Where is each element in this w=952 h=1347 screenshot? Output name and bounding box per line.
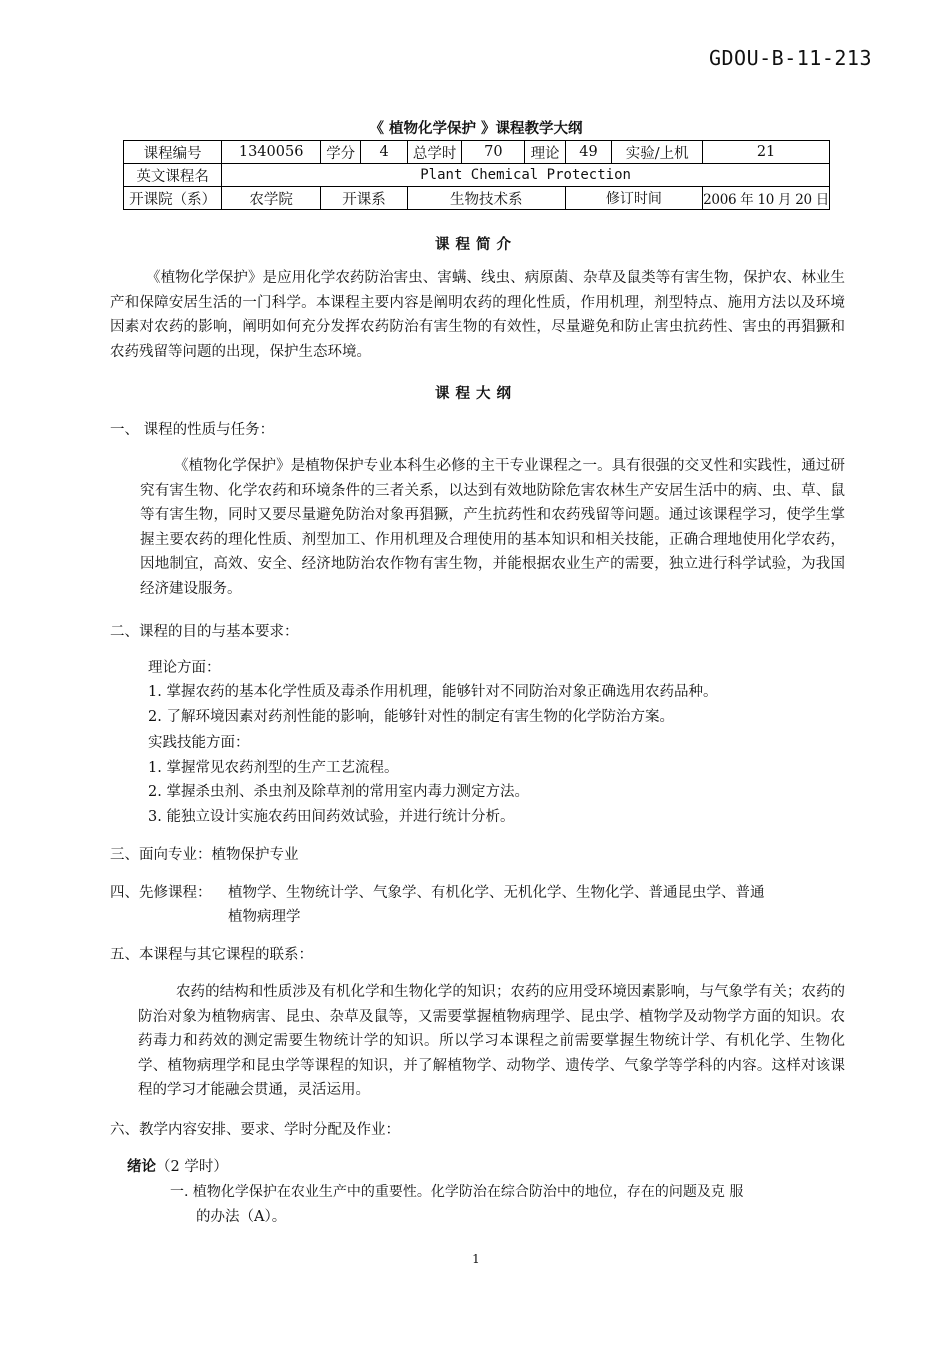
section-4-line-1: 植物学、生物统计学、气象学、有机化学、无机化学、生物化学、普通昆虫学、普通 bbox=[228, 885, 765, 901]
section-1-body: 《植物化学保护》是植物保护专业本科生必修的主干专业课程之一。具有很强的交叉性和实践性，通过研究有害生物、化学农药和环境条件的三者关系，以达到有效地防除危害农林生产安居生活中的病、虫、草、鼠等有害生物，同时又要尽量避免防治对象再猖獗，产生抗药性和农药残留等问题。通过该课程学习，使学生掌握主要农药的理化性质、剂型加工、作用机理及合理使用的基本知识和相关技能，正确合理地使用化学农药，因地制宜，高效、安全、经济地防治农作物有害生物，并能根据农业生产的需要，独立进行科学试验，为我国经济建设服务。 bbox=[140, 458, 845, 597]
intro-chapter-label: 绪论 bbox=[127, 1158, 156, 1175]
theory-label: 理论方面： bbox=[148, 660, 221, 676]
intro-body: 《植物化学保护》是应用化学农药防治害虫、害螨、线虫、病原菌、杂草及鼠类等有害生物，保护农、林业生产和保障安居生活的一门科学。本课程主要内容是阐明农药的理化性质，作用机理，剂型特点、施用方法以及环境因素对农药的影响，阐明如何充分发挥农药防治有害生物的有效性，尽量避免和防止害虫抗药性、害虫的再猖獗和农药残留等问题的出现，保护生态环境。 bbox=[110, 270, 845, 360]
college-value: 农学院 bbox=[222, 187, 321, 210]
theory-hours-label: 理论 bbox=[525, 141, 565, 164]
practice-label: 实践技能方面： bbox=[148, 735, 250, 751]
table-row bbox=[124, 187, 830, 210]
theory-hours-value: 49 bbox=[565, 141, 612, 164]
course-code-label: 课程编号 bbox=[124, 141, 222, 164]
credit-value: 4 bbox=[361, 141, 408, 164]
section-3: 三、面向专业：植物保护专业 bbox=[110, 847, 299, 863]
practice-item-2: 2. 掌握杀虫剂、杀虫剂及除草剂的常用室内毒力测定方法。 bbox=[148, 784, 529, 800]
intro-heading: 课程简介 bbox=[435, 236, 517, 253]
credit-label: 学分 bbox=[321, 141, 361, 164]
practice-item-1: 1. 掌握常见农药剂型的生产工艺流程。 bbox=[148, 760, 399, 776]
practice-item-3: 3. 能独立设计实施农药田间药效试验，并进行统计分析。 bbox=[148, 809, 515, 825]
total-hours-value: 70 bbox=[462, 141, 525, 164]
section-5-body: 农药的结构和性质涉及有机化学和生物化学的知识；农药的应用受环境因素影响，与气象学有关；农药的防治对象为植物病害、昆虫、杂草及鼠等，又需要掌握植物病理学、昆虫学、植物学及动物学方面的知识。农药毒力和药效的测定需要生物统计学的知识。所以学习本课程之前需要掌握生物统计学、有机化学、生物化学、植物病理学和昆虫学等课程的知识，并了解植物学、动物学、遗传学、气象学等学科的内容。这样对该课程的学习才能融会贯通，灵活运用。 bbox=[138, 984, 845, 1098]
section-5-title: 五、本课程与其它课程的联系： bbox=[110, 947, 313, 963]
lab-hours-value: 21 bbox=[703, 141, 830, 164]
section-4-label: 四、先修课程： bbox=[110, 885, 212, 901]
theory-item-1: 1. 掌握农药的基本化学性质及毒杀作用机理，能够针对不同防治对象正确选用农药品种。 bbox=[148, 684, 718, 700]
section-1-title: 一、 课程的性质与任务： bbox=[110, 422, 275, 438]
table-row bbox=[124, 164, 830, 187]
document-title: 《 植物化学保护 》课程教学大纲 bbox=[369, 120, 583, 137]
page-number: 1 bbox=[472, 1252, 480, 1266]
course-code-value: 1340056 bbox=[222, 141, 321, 164]
course-info-table bbox=[123, 140, 830, 210]
section-2-title: 二、课程的目的与基本要求： bbox=[110, 624, 299, 640]
intro-chapter bbox=[127, 1155, 228, 1179]
department-value: 生物技术系 bbox=[407, 187, 565, 210]
intro-chapter-hours: （2 学时） bbox=[156, 1159, 228, 1175]
revision-date-value: 2006 年 10 月 20 日 bbox=[703, 187, 830, 210]
section-4-line-2: 植物病理学 bbox=[228, 909, 301, 925]
english-name-label: 英文课程名 bbox=[124, 164, 222, 187]
table-row bbox=[124, 141, 830, 164]
theory-item-2: 2. 了解环境因素对药剂性能的影响，能够针对性的制定有害生物的化学防治方案。 bbox=[148, 709, 674, 725]
section-6-title: 六、教学内容安排、要求、学时分配及作业： bbox=[110, 1122, 400, 1138]
intro-item-1-line-2: 的办法（A）。 bbox=[196, 1209, 287, 1225]
english-name-value: Plant Chemical Protection bbox=[222, 164, 830, 187]
intro-item-1-line-1: 一. 植物化学保护在农业生产中的重要性。化学防治在综合防治中的地位，存在的问题及克 服 bbox=[170, 1184, 744, 1200]
college-label: 开课院（系） bbox=[124, 187, 222, 210]
department-label: 开课系 bbox=[321, 187, 408, 210]
total-hours-label: 总学时 bbox=[407, 141, 461, 164]
revision-date-label: 修订时间 bbox=[565, 187, 702, 210]
lab-hours-label: 实验/上机 bbox=[612, 141, 703, 164]
document-code: GDOU-B-11-213 bbox=[708, 46, 872, 70]
outline-heading: 课程大纲 bbox=[435, 385, 517, 402]
